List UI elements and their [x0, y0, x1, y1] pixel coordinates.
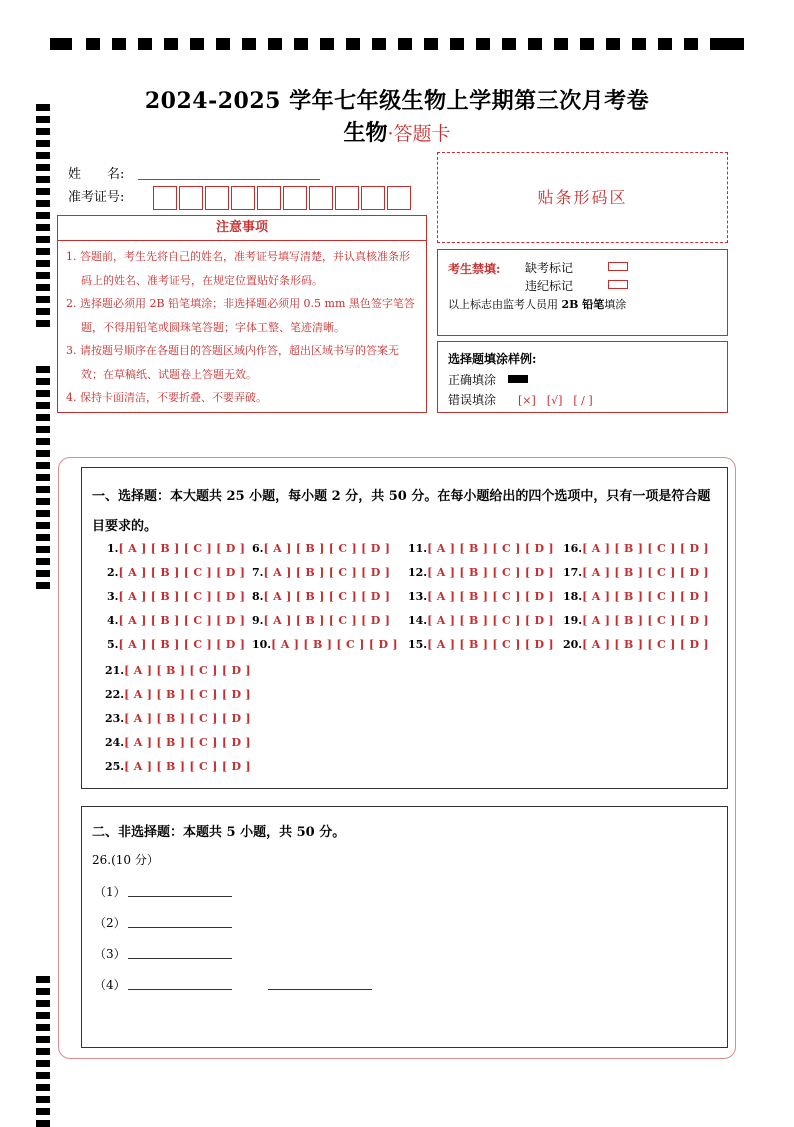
mc-question-number: 11.: [408, 542, 428, 555]
mc-options[interactable]: [ A ] [ B ] [ C ] [ D ]: [427, 590, 554, 603]
mc-question[interactable]: [563, 566, 709, 579]
part-4-answer-line-1[interactable]: [128, 989, 232, 990]
mc-question-number: 10.: [252, 638, 272, 651]
mc-question[interactable]: [107, 542, 245, 555]
mc-options[interactable]: [ A ] [ B ] [ C ] [ D ]: [427, 566, 554, 579]
mc-options[interactable]: [ A ] [ B ] [ C ] [ D ]: [118, 566, 246, 579]
mc-question[interactable]: [408, 638, 554, 651]
id-digit-box[interactable]: [283, 186, 307, 210]
mc-question[interactable]: [105, 760, 251, 773]
forbidden-note-prefix: 以上标志由监考人员用: [448, 298, 562, 311]
timing-marks-left: [0, 0, 60, 1122]
question-26-label: 26.(10 分）: [92, 853, 159, 867]
notice-item: 4. 保持卡面清洁，不要折叠、不要弄破。: [66, 391, 267, 404]
mc-question-number: 12.: [408, 566, 428, 579]
mc-question[interactable]: [105, 736, 251, 749]
id-digit-box[interactable]: [231, 186, 255, 210]
mc-question[interactable]: [107, 566, 245, 579]
notice-item: 2. 选择题必须用 2B 铅笔填涂；非选择题必须用 0.5 mm 黑色签字笔答题，不得用铅笔或圆珠笔答题；字体工整、笔迹清晰。: [66, 297, 415, 334]
id-digit-box[interactable]: [179, 186, 203, 210]
mc-question[interactable]: [408, 614, 554, 627]
mc-options[interactable]: [ A ] [ B ] [ C ] [ D ]: [263, 590, 391, 603]
mc-options[interactable]: [ A ] [ B ] [ C ] [ D ]: [582, 638, 709, 651]
mc-question-number: 25.: [105, 760, 125, 773]
sample-label: 选择题填涂样例:: [448, 352, 537, 366]
mc-options[interactable]: [ A ] [ B ] [ C ] [ D ]: [427, 542, 554, 555]
mc-question-number: 8.: [252, 590, 264, 603]
part-2-answer-line[interactable]: [128, 927, 232, 928]
part-2-label: （2）: [94, 916, 126, 930]
id-digit-box[interactable]: [205, 186, 229, 210]
forbidden-note-bold: 2B 铅笔: [561, 298, 605, 311]
violation-mark-box[interactable]: [608, 280, 628, 289]
id-digit-box[interactable]: [361, 186, 385, 210]
id-digit-box[interactable]: [153, 186, 177, 210]
mc-question-number: 7.: [252, 566, 264, 579]
mc-question-number: 2.: [107, 566, 119, 579]
mc-question[interactable]: [563, 638, 709, 651]
mc-options[interactable]: [ A ] [ B ] [ C ] [ D ]: [124, 760, 251, 773]
section1-heading: 一、选择题：本大题共 25 小题，每小题 2 分，共 50 分。在每小题给出的四个选项中，只有一项是符合题目要求的。: [92, 489, 711, 534]
mc-question-number: 4.: [107, 614, 119, 627]
mc-question[interactable]: [107, 638, 245, 651]
fill-sample-box: [437, 341, 728, 413]
notice-heading: 注意事项: [58, 216, 426, 241]
notice-list: [58, 241, 426, 410]
correct-fill-label: 正确填涂: [448, 373, 497, 387]
mc-options[interactable]: [ A ] [ B ] [ C ] [ D ]: [118, 590, 246, 603]
mc-options[interactable]: [ A ] [ B ] [ C ] [ D ]: [582, 590, 709, 603]
mc-question[interactable]: [105, 664, 251, 677]
examiner-only-box: [437, 249, 728, 336]
name-field[interactable]: [138, 179, 320, 180]
mc-question[interactable]: [252, 566, 390, 579]
mc-question-number: 13.: [408, 590, 428, 603]
mc-options[interactable]: [ A ] [ B ] [ C ] [ D ]: [124, 688, 251, 701]
id-digit-box[interactable]: [257, 186, 281, 210]
mc-question-number: 15.: [408, 638, 428, 651]
violation-label: 违纪标记: [525, 279, 574, 293]
mc-options[interactable]: [ A ] [ B ] [ C ] [ D ]: [263, 542, 391, 555]
mc-question[interactable]: [408, 590, 554, 603]
mc-options[interactable]: [ A ] [ B ] [ C ] [ D ]: [427, 638, 554, 651]
name-label: 姓 名:: [68, 167, 125, 182]
mc-options[interactable]: [ A ] [ B ] [ C ] [ D ]: [124, 736, 251, 749]
mc-question-number: 20.: [563, 638, 583, 651]
mc-options[interactable]: [ A ] [ B ] [ C ] [ D ]: [118, 542, 246, 555]
forbidden-label: 考生禁填:: [448, 262, 501, 276]
part-4-answer-line-2[interactable]: [268, 989, 372, 990]
answer-card-label: ·答题卡: [387, 123, 451, 145]
forbidden-note: [448, 296, 626, 312]
page-subtitle: [0, 116, 794, 147]
mc-question[interactable]: [563, 542, 709, 555]
mc-question[interactable]: [107, 614, 245, 627]
mc-question[interactable]: [563, 614, 709, 627]
notice-item: 1. 答题前，考生先将自己的姓名，准考证号填写清楚，并认真核准条形码上的姓名、准考证号，在规定位置贴好条形码。: [66, 250, 410, 287]
mc-options[interactable]: [ A ] [ B ] [ C ] [ D ]: [124, 664, 251, 677]
id-digit-box[interactable]: [335, 186, 359, 210]
mc-question[interactable]: [252, 614, 390, 627]
mc-question[interactable]: [408, 566, 554, 579]
mc-options[interactable]: [ A ] [ B ] [ C ] [ D ]: [118, 638, 246, 651]
part-1-label: （1）: [94, 885, 126, 899]
mc-question-number: 3.: [107, 590, 119, 603]
part-3-label: （3）: [94, 947, 126, 961]
mc-question[interactable]: [252, 590, 390, 603]
mc-options[interactable]: [ A ] [ B ] [ C ] [ D ]: [124, 712, 251, 725]
id-label: 准考证号:: [68, 190, 125, 205]
mc-options[interactable]: [ A ] [ B ] [ C ] [ D ]: [263, 566, 391, 579]
mc-question-number: 6.: [252, 542, 264, 555]
mc-question-number: 21.: [105, 664, 125, 677]
section2-heading: 二、非选择题：本题共 5 小题，共 50 分。: [92, 825, 346, 840]
mc-question-number: 18.: [563, 590, 583, 603]
mc-question[interactable]: [107, 590, 245, 603]
absent-mark-box[interactable]: [608, 262, 628, 271]
id-digit-box[interactable]: [387, 186, 411, 210]
notice-box: [57, 215, 427, 413]
mc-question-number: 22.: [105, 688, 125, 701]
mc-question-number: 19.: [563, 614, 583, 627]
mc-options[interactable]: [ A ] [ B ] [ C ] [ D ]: [263, 614, 391, 627]
mc-question[interactable]: [408, 542, 554, 555]
wrong-fill-samples: [×] [√] [ / ]: [518, 394, 593, 407]
mc-options[interactable]: [ A ] [ B ] [ C ] [ D ]: [271, 638, 398, 651]
mc-question-number: 14.: [408, 614, 428, 627]
absent-label: 缺考标记: [525, 261, 574, 275]
mc-question-number: 17.: [563, 566, 583, 579]
mc-question[interactable]: [105, 712, 251, 725]
mc-question[interactable]: [563, 590, 709, 603]
multiple-choice-section: [81, 467, 728, 789]
page-title: 2024-2025 学年七年级生物上学期第三次月考卷: [144, 88, 650, 114]
free-response-section: [81, 806, 728, 1048]
mc-options[interactable]: [ A ] [ B ] [ C ] [ D ]: [582, 566, 709, 579]
mc-options[interactable]: [ A ] [ B ] [ C ] [ D ]: [118, 614, 246, 627]
subject-label: 生物: [343, 120, 388, 146]
id-digit-box[interactable]: [309, 186, 333, 210]
part-1-answer-line[interactable]: [128, 896, 232, 897]
mc-question-number: 9.: [252, 614, 264, 627]
barcode-area: 贴条形码区: [437, 152, 728, 243]
mc-question-number: 1.: [107, 542, 119, 555]
wrong-fill-label: 错误填涂: [448, 393, 497, 407]
mc-options[interactable]: [ A ] [ B ] [ C ] [ D ]: [427, 614, 554, 627]
mc-question-number: 23.: [105, 712, 125, 725]
mc-question[interactable]: [105, 688, 251, 701]
mc-question[interactable]: [252, 638, 398, 651]
mc-question[interactable]: [252, 542, 390, 555]
mc-options[interactable]: [ A ] [ B ] [ C ] [ D ]: [582, 614, 709, 627]
mc-question-number: 24.: [105, 736, 125, 749]
mc-question-number: 5.: [107, 638, 119, 651]
part-3-answer-line[interactable]: [128, 958, 232, 959]
forbidden-note-suffix: 填涂: [604, 298, 627, 311]
notice-item: 3. 请按题号顺序在各题目的答题区域内作答，超出区域书写的答案无效；在草稿纸、试题卷上答题无效。: [66, 344, 399, 381]
mc-question-number: 16.: [563, 542, 583, 555]
timing-marks-top: [50, 38, 744, 50]
mc-options[interactable]: [ A ] [ B ] [ C ] [ D ]: [582, 542, 709, 555]
part-4-label: （4）: [94, 978, 126, 992]
correct-fill-sample: [508, 375, 528, 383]
